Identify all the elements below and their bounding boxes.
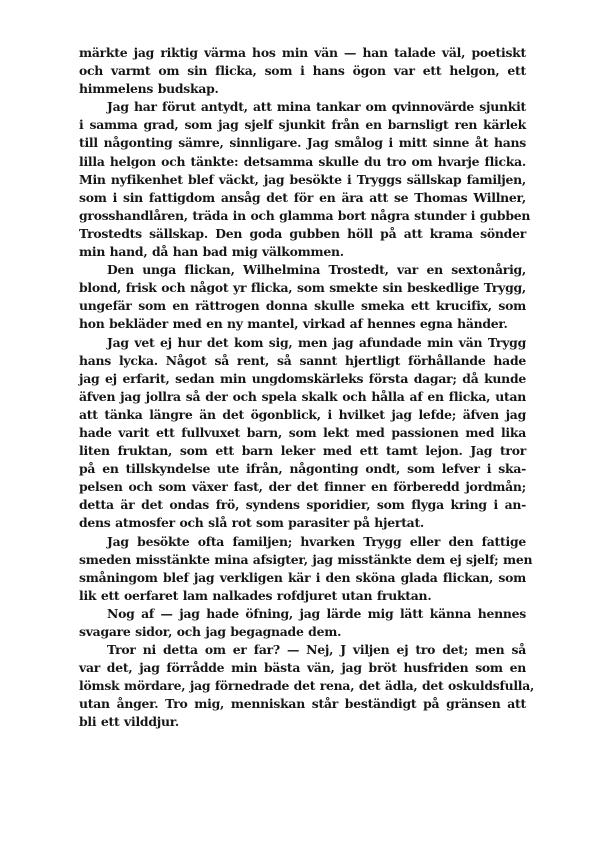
paragraph-4 (79, 334, 526, 533)
paragraph-7 (79, 641, 535, 731)
text-line: svagare sidor, och jag begagnade dem. (79, 624, 342, 639)
text-line: lömsk mördare, jag förnedrade det rena, det ädla, det oskuldsfulla, (79, 678, 535, 694)
text-line: lik ett oerfaret lam nalkades rofdjuret utan fruktan. (79, 587, 432, 603)
text-line: Jag har förut antydt, att mina tankar om qvinnovärde sjunkit (107, 99, 526, 115)
text-line: grosshandlåren, träda in och glamma bort några stunder i gubben (79, 207, 531, 223)
text-line: var det, jag förrådde min bästa vän, jag bröt husfriden som en (79, 660, 526, 676)
paragraph-1 (79, 44, 526, 98)
text-line: Den unga flickan, Wilhelmina Trostedt, var en sextonårig, (107, 262, 526, 278)
text-line: Jag vet ej hur det kom sig, men jag afundade min vän Trygg (107, 334, 526, 350)
text-line: äfven jag jollra så der och spela skalk och hålla af en flicka, utan (79, 388, 526, 404)
text-line: lilla helgon och tänkte: detsamma skulle du tro om hvarje flicka. (79, 153, 526, 169)
text-line: Nog af — jag hade öfning, jag lärde mig lätt känna hennes (107, 605, 526, 621)
text-line: ungefär som en rättrogen donna skulle smeka ett krucifix, som (79, 298, 526, 314)
text-line: hade varit ett fullvuxet barn, som lekt med passionen med lika (79, 424, 526, 440)
text-line: och varmt om sin flicka, som i hans ögon var ett helgon, ett (79, 63, 526, 79)
text-line: blond, frisk och något yr flicka, som smekte sin beskedlige Trygg, (79, 280, 526, 296)
text-line: som i sin fattigdom ansåg det för en ära att se Thomas Willner, (79, 189, 526, 205)
text-line: Jag besökte ofta familjen; hvarken Trygg eller den fattige (107, 533, 526, 549)
text-line: min hand, då han bad mig välkommen. (79, 244, 344, 260)
text-line: utan ånger. Tro mig, menniskan står beständigt på gränsen att (79, 696, 526, 712)
text-line: liten fruktan, som ett barn leker med ett tamt lejon. Jag tror (79, 443, 526, 459)
page-text (79, 44, 535, 732)
text-line: märkte jag riktig värma hos min vän — han talade väl, poetiskt (79, 45, 526, 60)
text-line: Tror ni detta om er far? — Nej, J viljen ej tro det; men så (107, 642, 526, 658)
text-line: i samma grad, som jag sjelf sjunkit från en barnsligt ren kärlek (79, 117, 526, 133)
text-line: hon bekläder med en ny mantel, virkad af hennes egna händer. (79, 316, 508, 332)
text-line: till någonting sämre, sinnligare. Jag smålog i mitt sinne åt hans (79, 135, 526, 151)
paragraph-3 (79, 261, 526, 333)
text-line: på en tillskyndelse ute ifrån, någonting ondt, som lefver i ska- (79, 461, 526, 477)
text-line: smeden misstänkte mina afsigter, jag misstänkte dem ej sjelf; men (79, 551, 533, 567)
text-line: detta är det ondas frö, syndens sporidier, som flyga kring i an- (79, 497, 526, 513)
paragraph-2 (79, 98, 531, 261)
text-line: himmelens budskap. (79, 81, 219, 97)
paragraph-5 (79, 533, 533, 605)
text-line: att tänka längre än det ögonblick, i hvilket jag lefde; äfven jag (79, 406, 526, 422)
text-line: Min nyfikenhet blef väckt, jag besökte i Tryggs sällskap familjen, (79, 171, 526, 187)
text-line: hans lycka. Något så rent, så sannt hjertligt förhållande hade (79, 352, 526, 368)
text-line: jag ej erfarit, sedan min ungdomskärleks första dagar; då kunde (79, 370, 526, 386)
paragraph-6 (79, 605, 526, 641)
text-line: pelsen och som växer fast, der det finner en förberedd jordmån; (79, 479, 526, 495)
text-line: bli ett vilddjur. (79, 714, 179, 730)
text-line: Trostedts sällskap. Den goda gubben höll på att krama sönder (79, 225, 526, 241)
text-line: småningom blef jag verkligen kär i den sköna glada flickan, som (79, 569, 526, 585)
text-line: dens atmosfer och slå rot som parasiter på hjertat. (79, 515, 424, 531)
